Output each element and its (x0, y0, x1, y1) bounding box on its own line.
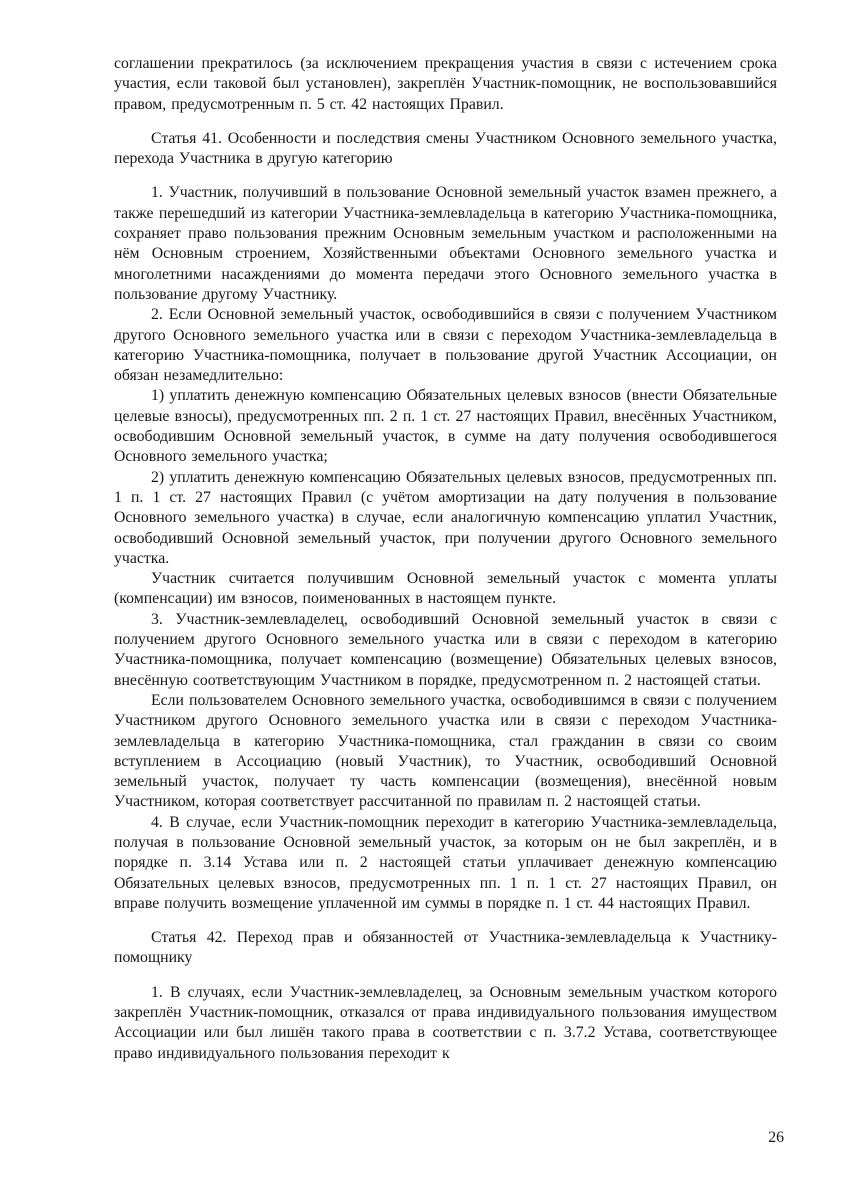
article-41-clause-1: 1. Участник, получивший в пользование Основной земельный участок взамен прежнего, а также перешедший из категории Участника-землевладельца в категорию Участника-помощника, сохраняет право пользования прежним Основным земельным участком и расположенными на нём Основным строением, Хозяйственными объектами Основного земельного участка и многолетними насаждениями до момента передачи этого Основного земельного участка в пользование другому Участнику. (114, 184, 777, 303)
article-41-clause-2-note: Участник считается получившим Основной земельный участок с момента уплаты (компенсации) им взносов, поименованных в настоящем пункте. (114, 570, 777, 608)
article-41-heading: Статья 41. Особенности и последствия смены Участником Основного земельного участка, перехода Участника в другую категорию (114, 129, 777, 168)
page-number: 26 (768, 1129, 784, 1146)
article-41-clause-4: 4. В случае, если Участник-помощник переходит в категорию Участника-землевладельца, получая в пользование Основной земельный участок, за которым он не был закреплён, и в порядке п. 3.14 Устава или п. 2 настоящей статьи уплачивает денежную компенсацию Обязательных целевых взносов, предусмотренных пп. 1 п. 1 ст. 27 настоящих Правил, он вправе получить возмещение уплаченной им суммы в порядке п. 1 ст. 44 настоящих Правил. (114, 813, 777, 912)
article-41-clause-3-note: Если пользователем Основного земельного участка, освободившимся в связи с получением Участником другого Основного земельного участка или в связи с переходом Участника-землевладельца в категорию Участника-помощника, стал гражданин в связи со своим вступлением в Ассоциацию (новый Участник), то Участник, освободивший Основной земельный участок, получает ту часть компенсации (возмещения), внесённой новым Участником, которая соответствует рассчитанной по правилам п. 2 настоящей статьи. (114, 691, 777, 811)
article-41-clause-2-subclause-1: 1) уплатить денежную компенсацию Обязательных целевых взносов (внести Обязательные целевые взносы), предусмотренных пп. 2 п. 1 ст. 27 настоящих Правил, внесённых Участником, освободившим Основной земельный участок, в сумме на дату получения освободившегося Основного земельного участка; (114, 387, 777, 466)
article-41-clause-3: 3. Участник-землевладелец, освободивший Основной земельный участок в связи с получением другого Основного земельного участка или в связи с переходом в категорию Участника-помощника, получает компенсацию (возмещение) Обязательных целевых взносов, внесённую соответствующим Участником в порядке, предусмотренном п. 2 настоящей статьи. (114, 610, 777, 689)
article-41-clause-2: 2. Если Основной земельный участок, освободившийся в связи с получением Участником другого Основного земельного участка или в связи с переходом Участника-землевладельца в категорию Участника-помощника, получает в пользование другой Участник Ассоциации, он обязан незамедлительно: (114, 306, 777, 385)
article-42-clause-1: 1. В случаях, если Участник-землевладелец, за Основным земельным участком которого закреплён Участник-помощник, отказался от права индивидуального пользования имуществом Ассоциации или был лишён такого права в соответствии с п. 3.7.2 Устава, соответствующее право индивидуального пользования переходит к (114, 983, 777, 1062)
article-41-clause-2-subclause-2: 2) уплатить денежную компенсацию Обязательных целевых взносов, предусмотренных пп. 1 п. 1 ст. 27 настоящих Правил (с учётом амортизации на дату получения в пользование Основного земельного участка) в случае, если аналогичную компенсацию уплатил Участник, освободивший Основной земельный участок, при получении другого Основного земельного участка. (114, 468, 777, 567)
article-42-heading: Статья 42. Переход прав и обязанностей от Участника-землевладельца к Участнику-помощнику (114, 929, 777, 967)
document-body (114, 54, 777, 1064)
continuation-paragraph: соглашении прекратилось (за исключением прекращения участия в связи с истечением срока участия, если таковой был установлен), закреплён Участник-помощник, не воспользовавшийся правом, предусмотренным п. 5 ст. 42 настоящих Правил. (114, 55, 777, 113)
